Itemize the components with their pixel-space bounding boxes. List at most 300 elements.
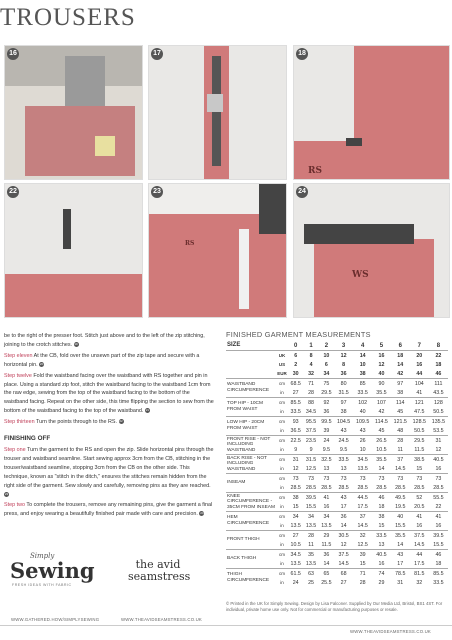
photo-number: 24 — [296, 186, 308, 198]
page-url: WWW.THEAVIDSEAMSTRESS.CO.UK — [350, 629, 431, 634]
cell-cm: 109.5 — [353, 417, 372, 427]
unit-cm: cm — [276, 455, 288, 465]
cell-in: 11 — [308, 541, 314, 548]
cell-cm: 73 — [319, 474, 334, 484]
cell-cm: 55.5 — [429, 493, 448, 503]
cell-cm: 34.5 — [288, 550, 303, 560]
cell-in: 34.5 — [305, 408, 317, 415]
cell-in: 13 — [340, 465, 347, 472]
cell-in: 28.5 — [305, 484, 317, 491]
text-p1: be to the right of the presser foot. Stitch just above and to the left of the zip stitching, joining to the crotch stitches. — [4, 333, 205, 348]
photo-step-18 — [293, 45, 450, 180]
cell-cm: 43 — [391, 550, 410, 560]
cell-cm: 92 — [319, 398, 334, 408]
cell-in: 47.5 — [414, 408, 425, 415]
size-heading: SIZE — [227, 341, 241, 348]
sewing-logo: Sewing — [10, 558, 95, 583]
instructions-text — [4, 332, 214, 521]
cell-in: 42 — [378, 408, 385, 415]
size-value: 38 — [359, 370, 366, 377]
cell-cm: 24 — [319, 436, 334, 446]
text-p2: At the CB, fold over the unsewn part of the zip tape and secure with a horizontal pin. — [4, 352, 200, 368]
step-one: Step one — [4, 446, 26, 453]
size-number: 7 — [417, 342, 421, 349]
cell-in: 15 — [378, 522, 385, 529]
cell-cm: 36 — [334, 512, 353, 522]
unit-in: in — [280, 409, 284, 414]
cell-in: 9 — [309, 446, 313, 453]
unit-in: in — [280, 523, 284, 528]
cell-cm: 34 — [303, 512, 318, 522]
cell-cm: 104.5 — [334, 417, 353, 427]
cell-cm: 85 — [353, 379, 372, 389]
cell-cm: 41 — [410, 512, 429, 522]
size-value: 6 — [288, 351, 303, 361]
cell-cm: 88 — [303, 398, 318, 408]
cell-cm: 63 — [303, 569, 318, 579]
cell-in: 13.5 — [357, 465, 368, 472]
cell-cm: 41 — [319, 493, 334, 503]
cell-cm: 78.5 — [391, 569, 410, 579]
cell-in: 16 — [323, 503, 330, 510]
cell-cm: 28 — [303, 531, 318, 541]
cell-cm: 35.5 — [372, 455, 391, 465]
unit-cm: cm — [276, 493, 288, 503]
unit-cm: cm — [276, 474, 288, 484]
cell-in: 35.5 — [376, 389, 387, 396]
cell-in: 16 — [435, 465, 442, 472]
cell-cm: 104 — [410, 379, 429, 389]
cell-cm: 43 — [334, 493, 353, 503]
size-value: 8 — [342, 361, 346, 368]
unit-in: in — [280, 504, 284, 509]
cell-cm: 33.5 — [372, 531, 391, 541]
size-system-row — [226, 369, 448, 379]
photo-number: 17 — [151, 48, 163, 60]
size-number: 2 — [324, 342, 329, 349]
cell-cm: 99.5 — [319, 417, 334, 427]
cell-in: 12.5 — [357, 541, 368, 548]
cell-cm: 38 — [288, 493, 303, 503]
bottom-rule — [0, 625, 452, 626]
cell-cm: 135.5 — [429, 417, 448, 427]
size-value: 18 — [435, 361, 442, 368]
unit-cm: cm — [276, 569, 288, 579]
measurement-row-cm — [226, 493, 448, 503]
cell-cm: 44.5 — [353, 493, 372, 503]
cell-cm: 121 — [410, 398, 429, 408]
cell-in: 29.5 — [321, 389, 332, 396]
unit-cm: cm — [276, 417, 288, 427]
cell-in: 29 — [378, 579, 385, 586]
cell-in: 43 — [340, 427, 347, 434]
sewing-tagline: FRESH IDEAS WITH FABRIC — [12, 583, 72, 587]
cell-cm: 44 — [410, 550, 429, 560]
cell-cm: 35 — [303, 550, 318, 560]
cell-cm: 107 — [372, 398, 391, 408]
size-value: 46 — [435, 370, 442, 377]
cell-cm: 71 — [303, 379, 318, 389]
measurement-label: INSEAM — [226, 474, 276, 493]
cell-in: 10 — [359, 446, 366, 453]
size-value: 18 — [391, 351, 410, 361]
cell-in: 13.5 — [305, 560, 317, 567]
cell-cm: 73 — [410, 474, 429, 484]
unit-cm: cm — [276, 398, 288, 408]
wrong-side-label: WS — [352, 270, 369, 280]
cell-in: 28.5 — [338, 484, 349, 491]
cell-cm: 97 — [391, 379, 410, 389]
cell-cm: 102 — [353, 398, 372, 408]
measurement-row-cm — [226, 550, 448, 560]
unit-in: in — [280, 542, 284, 547]
step-thirteen: Step thirteen — [4, 419, 35, 426]
cell-in: 36.5 — [290, 427, 301, 434]
finishing-heading: FINISHING OFF — [4, 435, 51, 443]
right-side-label: RS — [308, 166, 322, 176]
size-value: 34 — [323, 370, 330, 377]
cell-in: 14 — [340, 522, 347, 529]
cell-cm: 27 — [288, 531, 303, 541]
measurement-row-cm — [226, 398, 448, 408]
size-number: 4 — [360, 342, 365, 349]
measurement-row-cm — [226, 512, 448, 522]
cell-cm: 81.5 — [410, 569, 429, 579]
size-value: 22 — [429, 351, 448, 361]
measurement-label: FRONT THIGH — [226, 531, 276, 550]
cell-cm: 73 — [288, 474, 303, 484]
size-value: 30 — [292, 370, 299, 377]
unit-in: in — [280, 580, 284, 585]
cell-cm: 38.5 — [410, 455, 429, 465]
cell-cm: 39.5 — [429, 531, 448, 541]
avid-seamstress-logo — [128, 558, 191, 583]
cell-cm: 33.5 — [334, 455, 353, 465]
simply-logo-script: Simply — [30, 552, 55, 560]
size-value: 36 — [340, 370, 347, 377]
ref-badge: 24 — [200, 511, 204, 516]
photo-step-16 — [4, 45, 143, 180]
size-system-row — [226, 351, 448, 361]
cell-cm: 111 — [429, 379, 448, 389]
cell-in: 16 — [378, 560, 385, 567]
size-value: 14 — [353, 351, 372, 361]
photo-number: 22 — [7, 186, 19, 198]
step-two: Step two — [4, 502, 25, 509]
cell-in: 31.5 — [338, 389, 349, 396]
photo-step-24 — [293, 183, 450, 318]
unit-cm: cm — [276, 550, 288, 560]
size-value: 10 — [359, 361, 366, 368]
size-value: 44 — [416, 370, 423, 377]
unit-in: in — [280, 466, 284, 471]
cell-cm: 40 — [391, 512, 410, 522]
size-value: 12 — [378, 361, 385, 368]
cell-in: 14 — [378, 465, 385, 472]
cell-cm: 34.5 — [353, 455, 372, 465]
cell-cm: 114.5 — [372, 417, 391, 427]
cell-cm: 31 — [429, 436, 448, 446]
cell-cm: 71 — [353, 569, 372, 579]
cell-cm: 37.5 — [334, 550, 353, 560]
cell-in: 18 — [378, 503, 385, 510]
cell-cm: 31.5 — [303, 455, 318, 465]
cell-in: 27 — [340, 579, 347, 586]
cell-in: 12 — [340, 541, 347, 548]
cell-cm: 38 — [372, 512, 391, 522]
cell-in: 15 — [416, 465, 423, 472]
cell-in: 17 — [397, 560, 404, 567]
cell-in: 37.5 — [305, 427, 317, 434]
cell-in: 13.5 — [290, 522, 301, 529]
cell-cm: 39 — [353, 550, 372, 560]
table-header-row — [226, 341, 448, 351]
cell-cm: 34 — [319, 512, 334, 522]
cell-cm: 39.5 — [303, 493, 318, 503]
cell-in: 9.5 — [339, 446, 348, 453]
measurements-table — [226, 341, 448, 587]
cell-in: 17.5 — [357, 503, 368, 510]
cell-cm: 61.5 — [288, 569, 303, 579]
cell-in: 33.5 — [357, 389, 368, 396]
size-value: 16 — [372, 351, 391, 361]
cell-cm: 68.5 — [288, 379, 303, 389]
cell-cm: 29.5 — [410, 436, 429, 446]
cell-in: 11.5 — [414, 446, 425, 453]
text-p5: Turn the garment to the RS and open the zip. Slide horizontal pins through the trouser and waistband seamline. Start sewing approx 3cm from the CB, stitching in the trouser/waistband seamline, stopping 3cm from the CB on the other side. This technique, known as "stitch in the ditch," ensures the stitches remain hidden from the right side of the garment. Sew slowly and carefully, removing pins as they are reached. — [4, 446, 214, 489]
cell-in: 28.5 — [376, 484, 387, 491]
measurement-row-cm — [226, 531, 448, 541]
cell-cm: 35.5 — [391, 531, 410, 541]
cell-in: 28 — [359, 579, 366, 586]
cell-in: 28.5 — [290, 484, 301, 491]
text-p3: Fold the waistband facing over the waistband with RS together and pin in place. Using a standard zip foot, stitch the waistband facing to the waistband 1cm from the raw edge, sewing from the top of the waistband facing to the bottom of the waistband facing. Repeat on the other side, this time flipping the section to sew from the bottom of the waistband facing to the top of the waistband. — [4, 372, 214, 415]
avid-url: WWW.THEAVIDSEAMSTRESS.CO.UK — [121, 617, 202, 622]
cell-in: 16 — [435, 522, 442, 529]
cell-in: 10.5 — [376, 446, 387, 453]
size-value: 32 — [308, 370, 314, 377]
cell-in: 12 — [292, 465, 299, 472]
text-p6: To complete the trousers, remove any remaining pins, give the garment a final press, and enjoy wearing a beautifully finished pair made with care and precision. — [4, 502, 213, 518]
size-number: 8 — [436, 342, 441, 349]
photo-step-17 — [148, 45, 287, 180]
cell-in: 38 — [397, 389, 404, 396]
simply-sewing-url: WWW.GATHERED.HOW/SIMPLYSEWING — [11, 617, 100, 622]
unit-in: in — [280, 561, 284, 566]
unit-cm: cm — [276, 531, 288, 541]
cell-cm: 85.5 — [288, 398, 303, 408]
measurement-label: BACK RISE - NOT INCLUDING WAISTBAND — [226, 455, 276, 474]
footer-note: © Printed in the UK for Simply Sewing. Design by Lisa Falconer. Supplied by Our Media Ltd, Bristol, BS1 4ST. For individual, private home use only. Not for commercial or manufacturing purposes or resale. — [226, 601, 443, 612]
size-value: 16 — [416, 361, 423, 368]
cell-in: 13.5 — [321, 522, 332, 529]
cell-cm: 90 — [372, 379, 391, 389]
ref-badge: 19 — [74, 341, 78, 346]
cell-cm: 30.5 — [334, 531, 353, 541]
size-value: 20 — [410, 351, 429, 361]
cell-cm: 29 — [319, 531, 334, 541]
cell-in: 17.5 — [414, 560, 425, 567]
cell-cm: 95.5 — [303, 417, 318, 427]
cell-in: 39 — [323, 427, 330, 434]
cell-cm: 36 — [319, 550, 334, 560]
measurement-label: FRONT RISE - NOT INCLUDING WAISTBAND — [226, 436, 276, 455]
size-value: 2 — [294, 361, 298, 368]
cell-in: 14 — [397, 541, 404, 548]
cell-in: 11 — [397, 446, 403, 453]
cell-in: 28.5 — [395, 484, 406, 491]
step-eleven: Step eleven — [4, 352, 33, 359]
step-twelve: Step twelve — [4, 372, 32, 379]
unit-in: in — [280, 447, 284, 452]
ref-badge: 22 — [119, 419, 123, 424]
cell-in: 33.5 — [433, 579, 444, 586]
cell-in: 24 — [292, 579, 299, 586]
cell-cm: 31 — [288, 455, 303, 465]
size-number: 1 — [309, 342, 313, 349]
measurement-label: HEM CIRCUMFERENCE — [226, 512, 276, 531]
cell-cm: 97 — [334, 398, 353, 408]
size-value: 6 — [324, 361, 328, 368]
measurement-row-cm — [226, 474, 448, 484]
unit-in: in — [280, 428, 284, 433]
cell-in: 13 — [323, 465, 330, 472]
cell-in: 12 — [435, 446, 442, 453]
cell-in: 25 — [308, 579, 314, 586]
cell-cm: 32.5 — [319, 455, 334, 465]
size-value: 14 — [397, 361, 404, 368]
cell-in: 11.5 — [321, 541, 332, 548]
right-side-label: RS — [185, 240, 195, 247]
cell-cm: 75 — [319, 379, 334, 389]
size-value: 12 — [334, 351, 353, 361]
cell-in: 45 — [397, 408, 404, 415]
size-number: 5 — [379, 342, 384, 349]
cell-in: 9.5 — [322, 446, 331, 453]
cell-cm: 93 — [288, 417, 303, 427]
size-value: 4 — [309, 361, 313, 368]
cell-in: 13.5 — [305, 522, 317, 529]
cell-in: 25.5 — [321, 579, 332, 586]
cell-cm: 52 — [410, 493, 429, 503]
cell-cm: 73 — [334, 474, 353, 484]
unit-in: in — [280, 485, 284, 490]
cell-in: 36 — [323, 408, 330, 415]
unit-cm: cm — [276, 436, 288, 446]
size-system: EUR — [277, 371, 287, 376]
cell-cm: 28 — [391, 436, 410, 446]
cell-cm: 46 — [372, 493, 391, 503]
cell-in: 14.5 — [414, 541, 425, 548]
cell-in: 48 — [397, 427, 404, 434]
avid-logo-text: the avid seamstress — [128, 558, 191, 583]
cell-in: 53.5 — [433, 427, 444, 434]
cell-cm: 26 — [353, 436, 372, 446]
cell-in: 27 — [292, 389, 299, 396]
measurement-row-cm — [226, 379, 448, 389]
cell-cm: 128.5 — [410, 417, 429, 427]
measurement-label: TOP HIP - 10CM FROM WAIST — [226, 398, 276, 417]
cell-cm: 49.5 — [391, 493, 410, 503]
cell-in: 19.5 — [395, 503, 406, 510]
cell-in: 17 — [340, 503, 347, 510]
cell-in: 22 — [435, 503, 442, 510]
cell-in: 38 — [340, 408, 347, 415]
cell-cm: 40.5 — [372, 550, 391, 560]
cell-cm: 23.5 — [303, 436, 318, 446]
unit-in: in — [280, 390, 284, 395]
cell-in: 15.5 — [433, 541, 444, 548]
cell-cm: 73 — [372, 474, 391, 484]
cell-in: 14.5 — [357, 522, 368, 529]
cell-in: 28.5 — [357, 484, 368, 491]
size-system: US — [278, 362, 286, 367]
size-value: 10 — [319, 351, 334, 361]
cell-cm: 121.5 — [391, 417, 410, 427]
cell-cm: 34 — [288, 512, 303, 522]
ref-badge: 20 — [39, 361, 44, 366]
size-number: 0 — [294, 342, 298, 349]
cell-cm: 74 — [372, 569, 391, 579]
cell-in: 43 — [359, 427, 366, 434]
unit-cm: cm — [276, 379, 288, 389]
text-p4: Turn the points through to the RS. — [34, 419, 117, 426]
cell-in: 32 — [416, 579, 423, 586]
cell-cm: 85.5 — [429, 569, 448, 579]
size-value: 8 — [303, 351, 318, 361]
unit-cm: cm — [276, 512, 288, 522]
cell-in: 28.5 — [433, 484, 444, 491]
size-number: 6 — [398, 342, 402, 349]
photo-step-23 — [148, 183, 287, 318]
cell-in: 15.5 — [305, 503, 317, 510]
cell-cm: 37 — [353, 512, 372, 522]
cell-in: 13.5 — [290, 560, 301, 567]
cell-in: 10.5 — [290, 541, 301, 548]
measurement-label: KNEE CIRCUMFERENCE - 35CM FROM INSEAM — [227, 493, 275, 510]
ref-badge: 21 — [145, 408, 150, 413]
cell-in: 14.5 — [338, 560, 349, 567]
cell-in: 28.5 — [414, 484, 425, 491]
photo-step-22 — [4, 183, 143, 318]
cell-cm: 32 — [353, 531, 372, 541]
measurement-row-cm — [226, 417, 448, 427]
cell-cm: 37 — [391, 455, 410, 465]
cell-cm: 80 — [334, 379, 353, 389]
cell-in: 18 — [435, 560, 442, 567]
cell-cm: 46 — [429, 550, 448, 560]
measurement-label: LOW HIP - 20CM FROM WAIST — [226, 417, 276, 436]
table-title: FINISHED GARMENT MEASUREMENTS — [226, 330, 371, 339]
cell-cm: 40.5 — [429, 455, 448, 465]
cell-in: 31 — [397, 579, 404, 586]
ref-badge: 23 — [4, 491, 9, 496]
size-system: UK — [276, 351, 288, 361]
cell-in: 15 — [359, 560, 366, 567]
cell-cm: 73 — [429, 474, 448, 484]
cell-in: 50.5 — [414, 427, 425, 434]
cell-in: 15.5 — [395, 522, 406, 529]
photo-number: 16 — [7, 48, 19, 60]
cell-cm: 73 — [353, 474, 372, 484]
cell-in: 28 — [308, 389, 314, 396]
cell-in: 33.5 — [290, 408, 301, 415]
cell-cm: 65 — [319, 569, 334, 579]
cell-in: 12.5 — [305, 465, 317, 472]
measurement-row-cm — [226, 569, 448, 579]
cell-in: 9 — [294, 446, 298, 453]
size-number: 3 — [341, 342, 346, 349]
